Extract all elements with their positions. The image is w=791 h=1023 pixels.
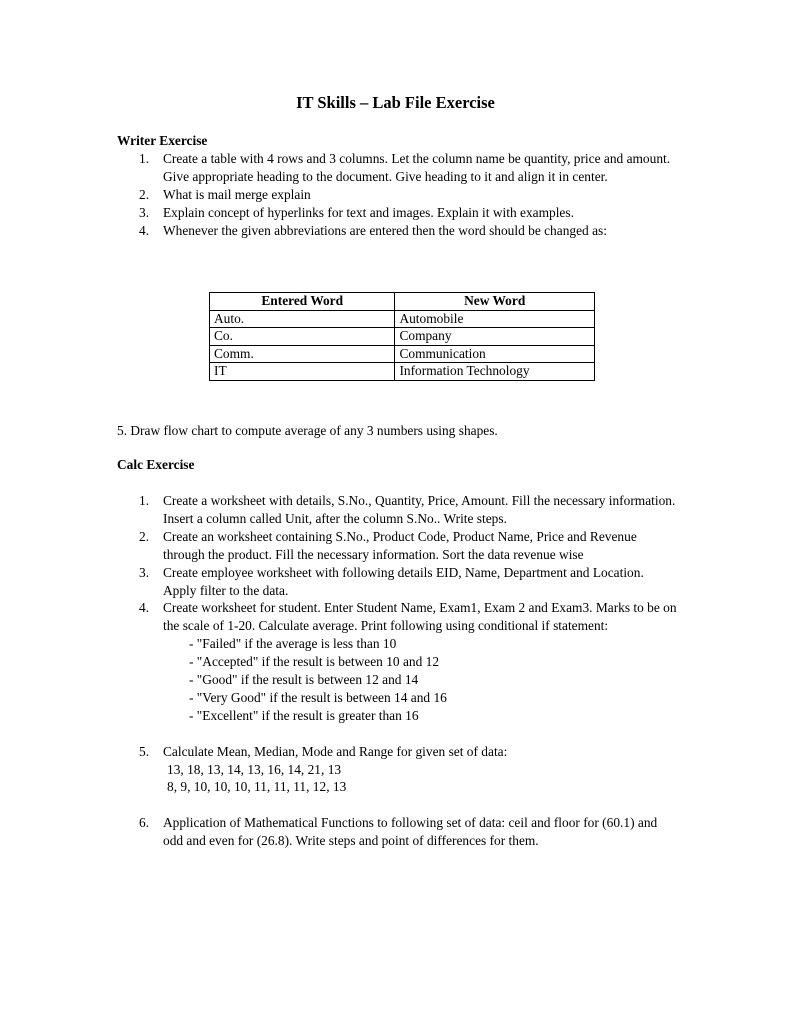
item-number: 1.: [139, 151, 150, 166]
item-text: Create a table with 4 rows and 3 columns. Let the column name be quantity, price and amount. Give appropriate heading to the document. Give heading to it and align it in center.: [163, 151, 671, 184]
list-item: [117, 186, 677, 204]
table-row: [210, 328, 595, 346]
table-cell: Co.: [210, 328, 395, 346]
list-item: [117, 222, 677, 240]
item-number: 6.: [139, 815, 150, 831]
table-cell: Automobile: [395, 310, 595, 328]
table-cell: Comm.: [210, 345, 395, 363]
list-item: [117, 599, 677, 724]
list-item: [117, 743, 677, 797]
item-text: Calculate Mean, Median, Mode and Range for given set of data:: [163, 743, 508, 759]
table-cell: Company: [395, 328, 595, 346]
writer-exercise-list: [117, 150, 677, 240]
item-number: 3.: [139, 564, 150, 580]
item-text: Application of Mathematical Functions to following set of data: ceil and floor for (60.1) and odd and even for (26.8). Write steps and point of differences for them.: [163, 815, 658, 849]
list-item: [117, 564, 677, 600]
item-text: Create worksheet for student. Enter Student Name, Exam1, Exam 2 and Exam3. Marks to be on the scale of 1-20. Calculate average. Print following using conditional if statement:: [163, 600, 677, 634]
grade-conditions-list: [163, 635, 677, 725]
item-number: 1.: [139, 493, 150, 508]
condition-item: - "Failed" if the average is less than 10: [189, 636, 397, 652]
item-number: 3.: [139, 204, 150, 220]
item-number: 4.: [139, 222, 150, 238]
table-row: [210, 345, 595, 363]
item-text: Create employee worksheet with following details EID, Name, Department and Location. Apply filter to the data.: [163, 564, 644, 598]
condition-item: - "Very Good" if the result is between 14 and 16: [189, 689, 447, 705]
item-number: 5.: [139, 743, 150, 759]
condition-item: - "Good" if the result is between 12 and 14: [189, 672, 419, 688]
page-title: IT Skills – Lab File Exercise: [296, 93, 495, 112]
data-line: 13, 18, 13, 14, 13, 16, 14, 21, 13: [167, 761, 342, 777]
item-number: 4.: [139, 600, 150, 616]
data-line: 8, 9, 10, 10, 10, 11, 11, 11, 12, 13: [167, 779, 347, 795]
item-text: Create a worksheet with details, S.No., Quantity, Price, Amount. Fill the necessary information. Insert a column called Unit, after the column S.No.. Write steps.: [163, 493, 676, 526]
item-text: What is mail merge explain: [163, 186, 311, 202]
list-item: [117, 528, 677, 564]
table-cell: Auto.: [210, 310, 395, 328]
table-cell: IT: [210, 363, 395, 381]
table-cell: Information Technology: [395, 363, 595, 381]
calc-exercise-heading: Calc Exercise: [117, 457, 195, 472]
writer-item-5: 5. Draw flow chart to compute average of any 3 numbers using shapes.: [117, 423, 498, 438]
item-text: Create an worksheet containing S.No., Product Code, Product Name, Price and Revenue through the product. Fill the necessary information. Sort the data revenue wise: [163, 528, 637, 562]
table-header-row: [210, 293, 595, 311]
item-number: 2.: [139, 528, 150, 544]
data-set-lines: [163, 761, 677, 797]
writer-exercise-heading: Writer Exercise: [117, 133, 208, 148]
list-item: [117, 492, 677, 528]
table-row: [210, 310, 595, 328]
list-item: [117, 150, 677, 186]
item-text: Explain concept of hyperlinks for text and images. Explain it with examples.: [163, 204, 574, 220]
column-header-new-word: New Word: [395, 293, 595, 311]
table-cell: Communication: [395, 345, 595, 363]
condition-item: - "Accepted" if the result is between 10 and 12: [189, 654, 440, 670]
calc-exercise-list: [117, 492, 677, 850]
item-text: Whenever the given abbreviations are entered then the word should be changed as:: [163, 222, 607, 238]
abbreviation-table: [209, 292, 595, 381]
column-header-entered-word: Entered Word: [210, 293, 395, 311]
list-item: [117, 814, 677, 850]
table-row: [210, 363, 595, 381]
condition-item: - "Excellent" if the result is greater than 16: [189, 707, 419, 723]
list-item: [117, 204, 677, 222]
item-number: 2.: [139, 186, 150, 202]
